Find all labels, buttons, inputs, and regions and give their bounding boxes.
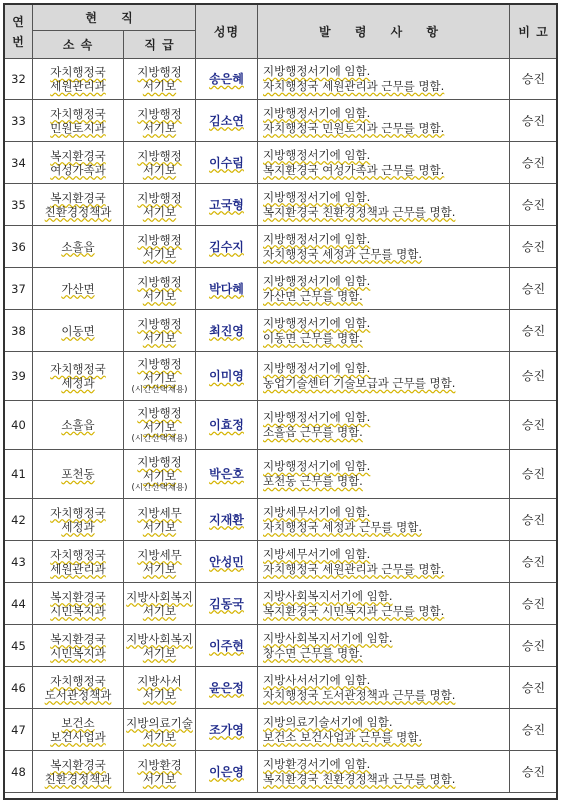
row-number [5, 226, 33, 268]
order-line-2: 이동면 근무를 명함. [263, 330, 363, 345]
order-line-2: 보건소 보건사업과 근무를 명함. [263, 729, 423, 744]
note-cell [510, 450, 558, 499]
rank-line-1: 지방행정 [137, 274, 182, 289]
table-row [5, 310, 558, 352]
rank-line-2: 서기보 [142, 420, 177, 434]
row-number-text: 38 [11, 323, 26, 338]
rank-line-1: 지방행정 [137, 357, 182, 371]
department-line-1: 소흘읍 [61, 239, 95, 254]
note-cell [510, 751, 558, 793]
rank-line-1: 지방행정 [137, 406, 182, 420]
row-number-text: 40 [11, 418, 26, 432]
row-number [5, 751, 33, 793]
table-row [5, 499, 558, 541]
order-line-1: 지방행정서기에 임함. [263, 147, 371, 162]
rank-cell [124, 751, 196, 793]
row-number [5, 184, 33, 226]
rank-cell [124, 583, 196, 625]
rank-line-2: 서기보 [142, 645, 177, 660]
header-seq-number: 연 번 [5, 5, 33, 59]
department-line-2: 친환경정책과 [44, 204, 112, 219]
order-line-2: 자치행정국 민원토지과 근무를 명함. [263, 120, 445, 135]
appointment-cell [258, 401, 510, 450]
header-name: 성명 [196, 5, 258, 59]
name-cell [196, 59, 258, 100]
rank-line-1: 지방행정 [137, 316, 182, 331]
rank-line-2: 서기보 [142, 687, 177, 702]
person-name: 김소연 [209, 113, 244, 128]
person-name: 이주현 [209, 638, 244, 653]
department-line-2: 여성가족과 [50, 162, 106, 177]
order-line-1: 지방행정서기에 임함. [263, 64, 371, 78]
order-line-2: 복지환경국 친환경정책과 근무를 명함. [263, 204, 456, 219]
department-cell [33, 142, 124, 184]
note-text: 승진 [521, 239, 546, 254]
row-number-text: 47 [11, 722, 26, 737]
table-row [5, 268, 558, 310]
department-line-1: 포천동 [61, 467, 95, 481]
order-line-1: 지방행정서기에 임함. [263, 361, 371, 375]
note-cell [510, 184, 558, 226]
name-cell [196, 184, 258, 226]
table-row [5, 142, 558, 184]
appointment-cell [258, 310, 510, 352]
header-note: 비 고 [510, 5, 558, 59]
table-row [5, 625, 558, 667]
name-cell [196, 667, 258, 709]
order-line-2: 농업기술센터 기술보급과 근무를 명함. [263, 376, 456, 390]
note-text: 승진 [521, 554, 546, 569]
order-line-2: 복지환경국 시민복지과 근무를 명함. [263, 603, 445, 618]
row-number [5, 310, 33, 352]
person-name: 윤은정 [209, 680, 244, 695]
department-cell [33, 184, 124, 226]
rank-cell [124, 499, 196, 541]
department-cell [33, 226, 124, 268]
department-line-2: 시민복지과 [50, 603, 106, 618]
order-line-2: 자치행정국 세정과 근무를 명함. [263, 519, 423, 534]
order-line-1: 지방사회복지서기에 임함. [263, 588, 393, 603]
department-line-2: 세정과 [61, 376, 95, 390]
order-line-1: 지방세무서기에 임함. [263, 546, 371, 561]
appointment-cell [258, 709, 510, 751]
appointment-cell [258, 583, 510, 625]
note-cell [510, 268, 558, 310]
rank-line-1: 지방행정 [137, 190, 182, 205]
note-cell [510, 625, 558, 667]
rank-cell [124, 667, 196, 709]
order-line-2: 복지환경국 친환경정책과 근무를 명함. [263, 771, 456, 786]
rank-cell [124, 541, 196, 583]
person-name: 고국형 [209, 197, 244, 212]
note-cell [510, 499, 558, 541]
appointment-cell [258, 268, 510, 310]
department-cell [33, 583, 124, 625]
note-cell [510, 401, 558, 450]
rank-note: (시간선택채용) [131, 434, 188, 444]
note-cell [510, 142, 558, 184]
row-number [5, 583, 33, 625]
row-number-text: 48 [11, 764, 26, 779]
row-number [5, 667, 33, 709]
order-line-1: 지방행정서기에 임함. [263, 273, 371, 288]
order-line-1: 지방환경서기에 임함. [263, 756, 371, 771]
row-number [5, 499, 33, 541]
note-text: 승진 [521, 512, 546, 527]
department-line-1: 자치행정국 [50, 505, 106, 520]
department-line-1: 자치행정국 [50, 65, 106, 79]
order-line-2: 자치행정국 세정과 근무를 명함. [263, 246, 423, 261]
rank-line-1: 지방사회복지 [126, 631, 193, 646]
row-number [5, 59, 33, 100]
person-name: 조가영 [209, 722, 244, 737]
row-number [5, 352, 33, 401]
person-name: 송은혜 [209, 72, 244, 86]
row-number-text: 34 [11, 155, 26, 170]
table-row [5, 709, 558, 751]
department-line-1: 복지환경국 [50, 631, 106, 646]
rank-cell [124, 709, 196, 751]
row-number [5, 625, 33, 667]
department-line-1: 가산면 [61, 281, 95, 296]
department-cell [33, 100, 124, 142]
row-number [5, 100, 33, 142]
department-line-1: 보건소 [61, 715, 95, 730]
rank-line-1: 지방세무 [137, 547, 182, 562]
appointment-cell [258, 226, 510, 268]
department-cell [33, 401, 124, 450]
row-number [5, 450, 33, 499]
rank-line-2: 서기보 [142, 371, 177, 385]
department-line-2: 보건사업과 [50, 729, 106, 744]
rank-line-1: 지방사서 [137, 673, 182, 688]
table-row [5, 352, 558, 401]
table-row [5, 401, 558, 450]
department-line-1: 자치행정국 [50, 673, 106, 688]
table-row [5, 541, 558, 583]
note-text: 승진 [521, 418, 546, 432]
order-line-2: 소흘읍 근무를 명함. [263, 425, 363, 439]
department-line-1: 복지환경국 [50, 148, 106, 163]
appointment-cell [258, 450, 510, 499]
order-line-1: 지방행정서기에 임함. [263, 459, 371, 473]
note-cell [510, 59, 558, 100]
person-name: 김동국 [209, 596, 244, 611]
name-cell [196, 401, 258, 450]
appointment-cell [258, 499, 510, 541]
order-line-1: 지방행정서기에 임함. [263, 410, 371, 424]
note-text: 승진 [521, 638, 546, 653]
row-number-text: 44 [11, 596, 26, 611]
rank-line-2: 서기보 [142, 519, 177, 534]
order-line-2: 창수면 근무를 명함. [263, 645, 363, 660]
table-header [5, 5, 558, 59]
row-number [5, 541, 33, 583]
person-name: 이수림 [209, 155, 244, 170]
person-name: 이효정 [209, 418, 244, 432]
rank-cell [124, 142, 196, 184]
rank-cell [124, 401, 196, 450]
order-line-1: 지방행정서기에 임함. [263, 231, 371, 246]
order-line-2: 가산면 근무를 명함. [263, 288, 363, 303]
person-name: 이미영 [209, 369, 244, 383]
appointment-cell [258, 142, 510, 184]
department-cell [33, 352, 124, 401]
note-text: 승진 [521, 72, 546, 86]
name-cell [196, 310, 258, 352]
note-text: 승진 [521, 113, 546, 128]
note-cell [510, 100, 558, 142]
department-cell [33, 541, 124, 583]
header-department: 소 속 [33, 31, 124, 59]
rank-line-1: 지방행정 [137, 455, 182, 469]
row-number-text: 36 [11, 239, 26, 254]
order-line-1: 지방행정서기에 임함. [263, 105, 371, 120]
rank-line-2: 서기보 [142, 204, 177, 219]
name-cell [196, 226, 258, 268]
row-number-text: 43 [11, 554, 26, 569]
department-line-1: 자치행정국 [50, 547, 106, 562]
rank-line-2: 서기보 [142, 561, 177, 576]
note-cell [510, 352, 558, 401]
rank-line-1: 지방행정 [137, 106, 182, 121]
table-body [5, 59, 558, 793]
name-cell [196, 499, 258, 541]
rank-line-1: 지방행정 [137, 65, 182, 79]
table-row [5, 583, 558, 625]
rank-cell [124, 59, 196, 100]
row-number-text: 35 [11, 197, 26, 212]
department-line-1: 소흘읍 [61, 418, 95, 432]
department-cell [33, 268, 124, 310]
rank-line-1: 지방환경 [137, 757, 182, 772]
name-cell [196, 142, 258, 184]
rank-line-2: 서기보 [142, 330, 177, 345]
appointment-cell [258, 625, 510, 667]
name-cell [196, 709, 258, 751]
person-name: 이은영 [209, 764, 244, 779]
name-cell [196, 100, 258, 142]
department-line-2: 세원관리과 [50, 79, 106, 93]
department-line-1: 복지환경국 [50, 190, 106, 205]
department-line-2: 시민복지과 [50, 645, 106, 660]
table-row [5, 450, 558, 499]
order-line-2: 복지환경국 여성가족과 근무를 명함. [263, 162, 445, 177]
note-text: 승진 [521, 680, 546, 695]
department-line-1: 복지환경국 [50, 589, 106, 604]
note-text: 승진 [521, 281, 546, 296]
department-cell [33, 499, 124, 541]
row-number-text: 46 [11, 680, 26, 695]
header-appointment-order: 발 령 사 항 [258, 5, 510, 59]
rank-line-2: 서기보 [142, 246, 177, 261]
note-text: 승진 [521, 596, 546, 611]
order-line-1: 지방세무서기에 임함. [263, 504, 371, 519]
rank-cell [124, 100, 196, 142]
name-cell [196, 583, 258, 625]
department-line-2: 세정과 [61, 519, 95, 534]
order-line-1: 지방행정서기에 임함. [263, 315, 371, 330]
appointment-cell [258, 100, 510, 142]
note-text: 승진 [521, 369, 546, 383]
order-line-2: 자치행정국 세원관리과 근무를 명함. [263, 79, 445, 93]
rank-line-2: 서기보 [142, 79, 177, 93]
row-number-text: 41 [11, 467, 26, 481]
department-cell [33, 751, 124, 793]
appointment-table [4, 4, 558, 793]
header-rank: 직 급 [124, 31, 196, 59]
department-cell [33, 625, 124, 667]
rank-line-1: 지방행정 [137, 232, 182, 247]
department-line-2: 친환경정책과 [44, 771, 112, 786]
table-row [5, 667, 558, 709]
rank-line-2: 서기보 [142, 162, 177, 177]
table-row [5, 184, 558, 226]
appointment-cell [258, 184, 510, 226]
rank-line-1: 지방의료기술 [126, 715, 193, 730]
order-line-1: 지방행정서기에 임함. [263, 189, 371, 204]
rank-line-2: 서기보 [142, 469, 177, 483]
department-line-2: 세원관리과 [50, 561, 106, 576]
name-cell [196, 751, 258, 793]
name-cell [196, 352, 258, 401]
row-number-text: 37 [11, 281, 26, 296]
department-line-1: 자치행정국 [50, 106, 106, 121]
row-number [5, 401, 33, 450]
row-number-text: 42 [11, 512, 26, 527]
name-cell [196, 268, 258, 310]
row-number-text: 33 [11, 113, 26, 128]
department-line-1: 이동면 [61, 323, 95, 338]
person-name: 지재환 [209, 512, 244, 527]
department-cell [33, 709, 124, 751]
note-cell [510, 583, 558, 625]
rank-cell [124, 226, 196, 268]
note-cell [510, 541, 558, 583]
order-line-2: 자치행정국 도서관정책과 근무를 명함. [263, 687, 456, 702]
appointment-cell [258, 352, 510, 401]
rank-line-2: 서기보 [142, 603, 177, 618]
note-text: 승진 [521, 323, 546, 338]
note-cell [510, 310, 558, 352]
appointment-cell [258, 751, 510, 793]
header-current-position: 현 직 [33, 5, 196, 31]
rank-cell [124, 625, 196, 667]
rank-line-2: 서기보 [142, 288, 177, 303]
department-cell [33, 450, 124, 499]
name-cell [196, 541, 258, 583]
row-number-text: 45 [11, 638, 26, 653]
department-cell [33, 667, 124, 709]
order-line-1: 지방사회복지서기에 임함. [263, 630, 393, 645]
rank-note: (시간선택채용) [131, 483, 188, 493]
row-number-text: 32 [11, 72, 26, 86]
person-name: 박다혜 [209, 281, 244, 296]
rank-cell [124, 184, 196, 226]
department-line-1: 복지환경국 [50, 757, 106, 772]
rank-line-1: 지방사회복지 [126, 589, 193, 604]
department-line-2: 민원토지과 [50, 120, 106, 135]
department-line-2: 도서관정책과 [44, 687, 112, 702]
row-number-text: 39 [11, 369, 26, 383]
department-cell [33, 310, 124, 352]
order-line-2: 포천동 근무를 명함. [263, 474, 363, 488]
rank-cell [124, 450, 196, 499]
rank-cell [124, 352, 196, 401]
note-text: 승진 [521, 764, 546, 779]
person-name: 박은호 [209, 467, 244, 481]
row-number [5, 709, 33, 751]
rank-line-2: 서기보 [142, 729, 177, 744]
appointment-cell [258, 541, 510, 583]
person-name: 최진영 [209, 323, 244, 338]
rank-line-1: 지방세무 [137, 505, 182, 520]
row-number [5, 268, 33, 310]
note-cell [510, 709, 558, 751]
rank-cell [124, 310, 196, 352]
order-line-2: 자치행정국 세원관리과 근무를 명함. [263, 561, 445, 576]
name-cell [196, 625, 258, 667]
order-line-1: 지방의료기술서기에 임함. [263, 714, 393, 729]
order-line-1: 지방사서서기에 임함. [263, 672, 371, 687]
note-cell [510, 226, 558, 268]
person-name: 안성민 [209, 554, 244, 569]
note-cell [510, 667, 558, 709]
note-text: 승진 [521, 155, 546, 170]
department-line-1: 자치행정국 [50, 362, 106, 376]
rank-line-2: 서기보 [142, 771, 177, 786]
note-text: 승진 [521, 197, 546, 212]
table-row [5, 751, 558, 793]
table-row [5, 100, 558, 142]
rank-note: (시간선택채용) [131, 385, 188, 395]
table-row [5, 226, 558, 268]
rank-line-1: 지방행정 [137, 148, 182, 163]
row-number [5, 142, 33, 184]
person-name: 김수지 [209, 239, 244, 254]
table-row [5, 59, 558, 100]
department-cell [33, 59, 124, 100]
appointment-cell [258, 59, 510, 100]
rank-line-2: 서기보 [142, 120, 177, 135]
note-text: 승진 [521, 722, 546, 737]
name-cell [196, 450, 258, 499]
note-text: 승진 [521, 467, 546, 481]
rank-cell [124, 268, 196, 310]
appointment-cell [258, 667, 510, 709]
